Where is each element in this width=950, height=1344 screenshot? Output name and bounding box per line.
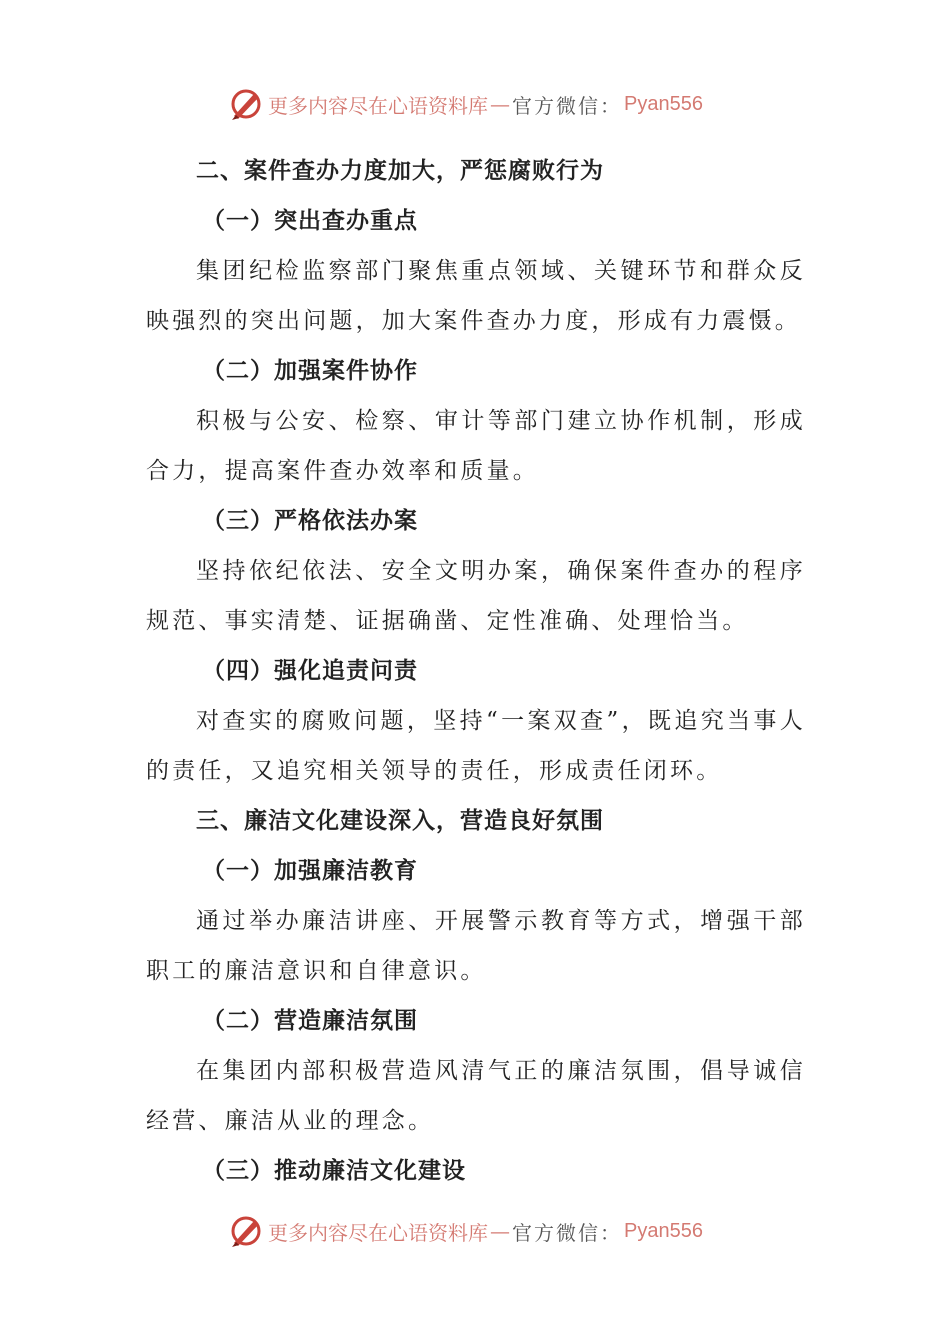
pen-logo-icon	[228, 1213, 264, 1249]
section-three-item-1-text: 通过举办廉洁讲座、开展警示教育等方式，增强干部职工的廉洁意识和自律意识。	[146, 908, 806, 984]
watermark-dash: —	[490, 1219, 510, 1243]
section-three-title: 三、廉洁文化建设深入，营造良好氛围	[196, 808, 604, 834]
pen-logo-icon	[228, 86, 264, 122]
section-two-item-4-text: 对查实的腐败问题，坚持“一案双查”，既追究当事人的责任，又追究相关领导的责任，形成责任闭环。	[146, 708, 806, 784]
watermark-brand: 更多内容尽在心语资料库	[268, 1220, 488, 1245]
watermark-wechat-label: 官方微信：	[512, 1220, 622, 1245]
section-two-item-4-heading: （四）强化追责问责	[202, 658, 418, 684]
watermark-wechat-id: Pyan556	[624, 1219, 703, 1242]
header-watermark	[228, 84, 748, 124]
section-two-item-1-text: 集团纪检监察部门聚焦重点领域、关键环节和群众反映强烈的突出问题，加大案件查办力度，形成有力震慑。	[146, 258, 806, 334]
section-two-item-3-text: 坚持依纪依法、安全文明办案，确保案件查办的程序规范、事实清楚、证据确凿、定性准确、处理恰当。	[146, 558, 806, 634]
section-two-title: 二、案件查办力度加大，严惩腐败行为	[196, 158, 604, 184]
footer-watermark	[228, 1211, 748, 1251]
watermark-dash: —	[490, 92, 510, 116]
section-two-item-2-heading: （二）加强案件协作	[202, 358, 418, 384]
document-body	[146, 146, 806, 1196]
section-two-item-2-text: 积极与公安、检察、审计等部门建立协作机制，形成合力，提高案件查办效率和质量。	[146, 408, 806, 484]
section-three-item-1-heading: （一）加强廉洁教育	[202, 858, 418, 884]
section-three-item-2-text: 在集团内部积极营造风清气正的廉洁氛围，倡导诚信经营、廉洁从业的理念。	[146, 1058, 806, 1134]
section-three-item-2-heading: （二）营造廉洁氛围	[202, 1008, 418, 1034]
watermark-wechat-label: 官方微信：	[512, 93, 622, 118]
watermark-brand: 更多内容尽在心语资料库	[268, 93, 488, 118]
section-two-item-3-heading: （三）严格依法办案	[202, 508, 418, 534]
watermark-wechat-id: Pyan556	[624, 92, 703, 115]
section-two-item-1-heading: （一）突出查办重点	[202, 208, 418, 234]
section-three-item-3-heading: （三）推动廉洁文化建设	[202, 1158, 466, 1184]
